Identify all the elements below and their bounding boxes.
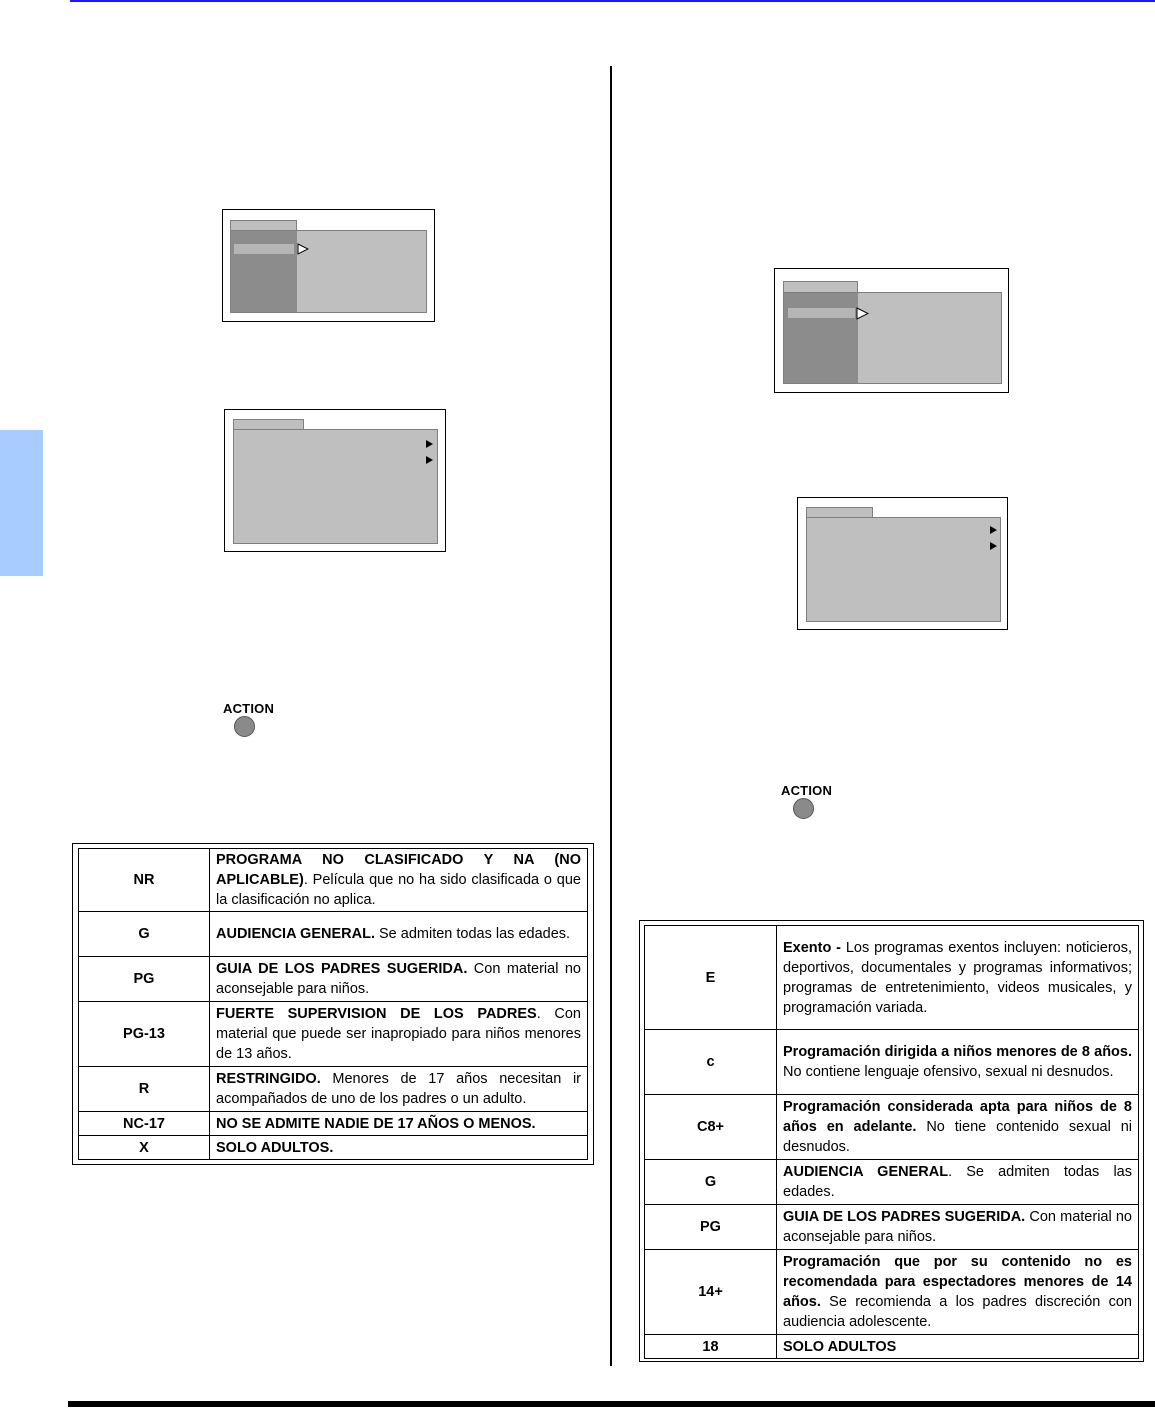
top-rule	[70, 0, 1155, 2]
mpaa-rating-code: PG	[79, 957, 210, 1002]
action-button-icon	[793, 798, 814, 819]
mpaa-rating-description	[210, 912, 588, 957]
action-button-label: ACTION	[781, 783, 833, 798]
mpaa-rating-description	[210, 1136, 588, 1160]
description-bold: AUDIENCIA GENERAL	[783, 1164, 949, 1180]
canadian-rating-description	[777, 1030, 1139, 1095]
mpaa-rating-description	[210, 1112, 588, 1136]
mpaa-rating-code: X	[79, 1136, 210, 1160]
menu-panel	[233, 429, 438, 544]
menu-screenshot-3	[774, 268, 1009, 393]
table-row	[79, 1067, 588, 1112]
table-row	[79, 849, 588, 912]
description-text: Se recomienda a los padres discreción con audiencia adolescente.	[783, 1294, 1132, 1330]
mpaa-rating-code: NC-17	[79, 1112, 210, 1136]
action-button-icon	[234, 716, 255, 737]
canadian-rating-code: C8+	[645, 1095, 777, 1160]
description-bold: Exento -	[783, 939, 842, 956]
description-bold: RESTRINGIDO.	[216, 1071, 321, 1087]
description-bold: AUDIENCIA GENERAL.	[216, 926, 375, 942]
mpaa-rating-description	[210, 849, 588, 912]
menu-panel	[806, 517, 1001, 622]
description-bold: FUERTE SUPERVISION DE LOS PADRES	[216, 1006, 537, 1022]
description-bold: GUIA DE LOS PADRES SUGERIDA.	[216, 961, 468, 977]
table-row	[645, 1030, 1139, 1095]
menu-screenshot-2	[224, 409, 446, 552]
action-button-label: ACTION	[223, 701, 275, 716]
menu-panel	[783, 292, 1002, 384]
bottom-rule	[68, 1401, 1155, 1407]
table-row	[645, 1250, 1139, 1335]
canadian-rating-description	[777, 1335, 1139, 1359]
mpaa-rating-description	[210, 1067, 588, 1112]
canadian-ratings-table	[644, 925, 1139, 1359]
table-row	[79, 1112, 588, 1136]
submenu-arrow-icon	[426, 456, 433, 464]
menu-screenshot-1	[222, 209, 435, 322]
canadian-rating-code: 14+	[645, 1250, 777, 1335]
table-row	[645, 1095, 1139, 1160]
description-bold: PROGRAMA NO CLASIFICADO Y NA (NO APLICABLE)	[216, 852, 581, 888]
menu-selected-item	[234, 244, 294, 254]
description-text: Los programas exentos incluyen: noticieros, deportivos, documentales y programas informativos; programas de entretenimiento, videos musicales, y programación variada.	[783, 939, 1132, 1016]
submenu-arrow-icon	[990, 542, 997, 550]
description-text: Con material no aconsejable para niños.	[783, 1209, 1132, 1245]
description-bold: SOLO ADULTOS.	[216, 1139, 334, 1156]
description-text: Con material no aconsejable para niños.	[216, 961, 581, 997]
table-row	[645, 1335, 1139, 1359]
description-bold: Programación considerada apta para niños de 8 años en adelante.	[783, 1099, 1132, 1135]
mpaa-rating-code: PG-13	[79, 1002, 210, 1067]
description-text: No tiene contenido sexual ni desnudos.	[783, 1119, 1132, 1155]
canadian-rating-description	[777, 926, 1139, 1030]
selection-arrow-icon	[297, 243, 309, 255]
description-text: No contiene lenguaje ofensivo, sexual ni desnudos.	[783, 1064, 1114, 1080]
description-bold: NO SE ADMITE NADIE DE 17 AÑOS O MENOS.	[216, 1115, 536, 1132]
description-text: . Película que no ha sido clasificada o que la clasificación no aplica.	[216, 872, 581, 908]
mpaa-rating-code: R	[79, 1067, 210, 1112]
description-bold: Programación que por su contenido no es recomendada para espectadores menores de 14 años.	[783, 1254, 1132, 1310]
mpaa-rating-code: NR	[79, 849, 210, 912]
table-row	[79, 1136, 588, 1160]
column-divider	[610, 66, 612, 1366]
canadian-rating-description	[777, 1095, 1139, 1160]
mpaa-rating-description	[210, 1002, 588, 1067]
table-row	[645, 926, 1139, 1030]
mpaa-rating-code: G	[79, 912, 210, 957]
canadian-rating-code: G	[645, 1160, 777, 1205]
table-row	[79, 957, 588, 1002]
section-side-tab	[0, 430, 43, 576]
description-bold: GUIA DE LOS PADRES SUGERIDA.	[783, 1209, 1026, 1225]
description-bold: Programación dirigida a niños menores de 8 años.	[783, 1044, 1132, 1060]
mpaa-rating-description	[210, 957, 588, 1002]
menu-panel	[230, 230, 427, 313]
menu-left-column	[784, 293, 858, 383]
table-row	[645, 1205, 1139, 1250]
description-text: Se admiten todas las edades.	[374, 926, 571, 942]
canadian-rating-code: 18	[645, 1335, 777, 1359]
table-row	[645, 1160, 1139, 1205]
canadian-rating-code: c	[645, 1030, 777, 1095]
canadian-rating-code: E	[645, 926, 777, 1030]
submenu-arrow-icon	[426, 440, 433, 448]
menu-screenshot-4	[797, 497, 1008, 630]
table-row	[79, 912, 588, 957]
menu-selected-item	[788, 308, 855, 318]
description-bold: SOLO ADULTOS	[783, 1338, 897, 1355]
canadian-rating-code: PG	[645, 1205, 777, 1250]
description-text: . Con material que puede ser inapropiado para niños menores de 13 años.	[216, 1006, 581, 1062]
table-row	[79, 1002, 588, 1067]
submenu-arrow-icon	[990, 526, 997, 534]
description-text: . Se admiten todas las edades.	[783, 1164, 1132, 1200]
description-text: Menores de 17 años necesitan ir acompañados de uno de los padres o un adulto.	[216, 1071, 581, 1107]
canadian-rating-description	[777, 1250, 1139, 1335]
canadian-rating-description	[777, 1205, 1139, 1250]
canadian-rating-description	[777, 1160, 1139, 1205]
mpaa-ratings-table	[78, 848, 588, 1160]
selection-arrow-icon	[856, 307, 869, 320]
